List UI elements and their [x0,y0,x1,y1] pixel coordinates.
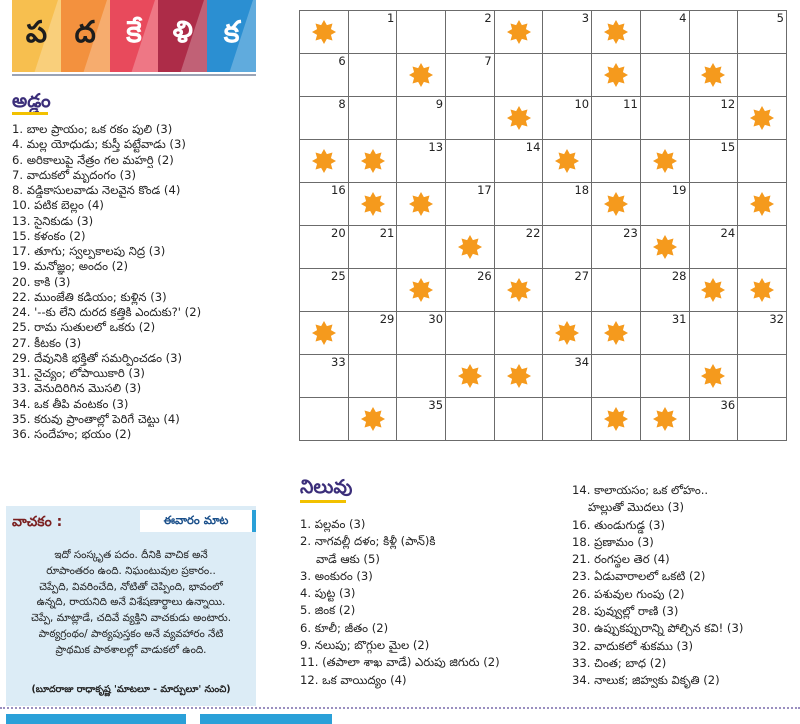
grid-cell[interactable] [738,140,787,183]
cell-number: 18 [574,183,590,197]
blocked-cell [494,355,543,398]
grid-cell[interactable] [348,269,397,312]
grid-cell[interactable] [300,97,349,140]
clue-item: 5. జింక (2) [300,603,356,618]
clue-item: 25. రామ సుతులలో ఒకరు (2) [12,320,156,335]
grid-cell[interactable] [689,312,738,355]
star-icon [409,63,433,87]
cell-number: 21 [379,226,395,240]
grid-cell[interactable] [738,312,787,355]
clue-item: 27. కీటకం (3) [12,335,82,350]
grid-cell[interactable] [446,312,495,355]
clue-item: 20. కాకి (3) [12,274,71,289]
cell-number: 30 [428,312,444,326]
clue-item: 24. '--కు లేని దురద కత్తికి ఎందుకు?' (2) [12,305,202,319]
blocked-cell [738,269,787,312]
star-icon [701,63,725,87]
star-icon [458,235,482,259]
grid-cell[interactable] [300,54,349,97]
cell-number: 29 [379,312,395,326]
grid-cell[interactable] [348,97,397,140]
star-icon [312,321,336,345]
cell-number: 17 [477,183,492,197]
blocked-cell [738,97,787,140]
grid-cell[interactable] [640,312,689,355]
grid-cell[interactable] [738,54,787,97]
star-icon [653,149,677,173]
grid-cell[interactable] [543,226,592,269]
clue-item: 19. మనోజ్ఞం; అందం (2) [12,259,129,274]
blocked-cell [494,97,543,140]
grid-cell[interactable] [640,11,689,54]
grid-cell[interactable] [738,226,787,269]
clue-item: హల్లుతో మొదలు (3) [588,500,685,515]
clue-item: 22. ముంజేతి కడియం; కుళ్లిన (3) [12,289,167,304]
clue-item: 30. ఉప్పుకప్పురాన్ని పోల్చిన కవి! (3) [572,621,744,636]
grid-cell[interactable] [348,226,397,269]
clue-item: 10. పటిక బెల్లం (4) [12,198,104,213]
grid-cell[interactable] [592,97,641,140]
down-heading-underline [300,500,346,503]
cell-number: 4 [679,11,687,25]
star-icon [750,106,774,130]
clue-item: 9. నలుపు; బొగ్గుల మైల (2) [300,638,430,653]
star-icon [604,321,628,345]
clue-item: 4. మల్ల యోధుడు; కుస్తీ పట్టేవాడు (3) [12,137,186,152]
grid-cell[interactable] [543,398,592,441]
blocked-cell [348,183,397,226]
bottom-divider [0,707,800,709]
cell-number: 22 [525,226,541,240]
grid-cell[interactable] [300,269,349,312]
clue-item: 6. కూలీ; జీతం (2) [300,620,389,635]
star-icon [361,192,385,216]
word-of-week-line: చెప్పేది, వివరించేది, నోటితో చెప్పింది, భావంలో [39,580,223,593]
clue-item: 2. నాగవల్లీ దళం; కిళ్లీ (పాన్)కి [300,534,436,549]
grid-cell[interactable] [689,398,738,441]
grid-row [300,355,787,398]
grid-cell[interactable] [446,97,495,140]
clue-item: 7. వాదుకలో మృదంగం (3) [12,167,137,182]
word-of-week-line: ప్రాథమిక పాఠశాలల్లో వాడుకలో ఉంది. [55,643,207,656]
down-clue-list-1 [300,516,568,689]
title-tile-letter: ప [25,15,48,50]
bottom-color-bar [6,714,186,724]
blocked-cell [397,54,446,97]
blocked-cell [494,269,543,312]
clue-item: 23. ఏడువారాలలో ఒకటి (2) [572,569,706,584]
cell-number: 15 [720,140,736,154]
clue-item: 26. పశువుల గుంపు (2) [572,586,685,601]
blocked-cell [592,54,641,97]
grid-row [300,226,787,269]
grid-cell[interactable] [494,312,543,355]
grid-cell[interactable] [543,97,592,140]
star-icon [555,149,579,173]
clue-item: 18. ప్రణామం (3) [572,534,654,549]
grid-cell[interactable] [689,11,738,54]
grid-cell[interactable] [348,54,397,97]
across-heading-underline [12,112,48,115]
clue-item: 31. నైచ్యం; లోపాయికారి (3) [12,366,145,380]
clue-item: వాడే ఆకు (5) [316,551,380,566]
title-divider [12,74,256,76]
grid-cell[interactable] [446,140,495,183]
blocked-cell [738,183,787,226]
word-of-week-line: పాఠ్యగ్రంథం/ పాఠ్యపుస్తకం అనే వ్యవహారం నేటి [38,627,224,640]
blocked-cell [300,312,349,355]
word-of-week-line: ఇదో సంస్కృత పదం. దీనికి వాచిక అనే [54,549,208,561]
clue-item: 1. బాల ప్రాయం; ఒక రకం పులి (3) [12,122,173,136]
cell-number: 10 [574,97,590,111]
grid-cell[interactable] [738,398,787,441]
grid-row [300,11,787,54]
grid-cell[interactable] [446,11,495,54]
grid-cell[interactable] [348,11,397,54]
down-clue-list-2 [572,482,797,690]
word-of-week-box [6,506,256,706]
grid-cell[interactable] [738,11,787,54]
grid-row [300,312,787,355]
clue-item: 34. నాలుక; జిహ్వకు వికృతి (2) [572,673,720,688]
grid-cell[interactable] [640,183,689,226]
star-icon [312,20,336,44]
across-clue-list [12,122,292,442]
blocked-cell [348,398,397,441]
clue-item: 1. పల్లవం (3) [300,517,366,531]
grid-cell[interactable] [543,54,592,97]
grid-cell[interactable] [446,54,495,97]
cell-number: 32 [769,312,784,326]
grid-row [300,269,787,312]
grid-cell[interactable] [592,355,641,398]
clue-item: 14. కాలాయసం; ఒక లోహం.. [572,483,709,497]
star-icon [507,20,531,44]
grid-cell[interactable] [494,398,543,441]
grid-row [300,398,787,441]
cell-number: 11 [623,97,638,111]
blocked-cell [300,140,349,183]
star-icon [361,407,385,431]
grid-row [300,54,787,97]
cell-number: 12 [720,97,736,111]
cell-number: 6 [338,54,346,68]
title-tile [12,0,61,72]
blocked-cell [689,269,738,312]
clue-item: 8. వడ్డికాసులవాడు నెలవైన కొండ (4) [12,183,181,197]
cell-number: 20 [331,226,346,240]
grid-cell[interactable] [300,183,349,226]
clue-item: 15. కళంకం (2) [12,228,86,243]
cell-number: 33 [331,355,346,369]
cell-number: 7 [484,54,492,68]
title-tile-letter: క [223,15,240,50]
grid-cell[interactable] [689,183,738,226]
clue-item: 21. రంగస్థల తెర (4) [572,552,670,567]
star-icon [604,20,628,44]
blocked-cell [640,226,689,269]
puzzle-title [12,0,256,72]
grid-cell[interactable] [738,355,787,398]
star-icon [604,63,628,87]
grid-cell[interactable] [640,54,689,97]
grid-cell[interactable] [592,140,641,183]
blocked-cell [592,11,641,54]
title-tile [61,0,110,72]
grid-cell[interactable] [494,226,543,269]
clue-item: 29. దేవునికి భక్తితో సమర్పించడం (3) [12,350,183,365]
word-of-week-title: వాచకం : [12,514,63,530]
star-icon [604,192,628,216]
cell-number: 5 [776,11,784,25]
word-of-week-line: రూపాంతరం ఉంది. నిఘంటువుల ప్రకారం.. [46,564,216,577]
grid-cell[interactable] [348,312,397,355]
clue-item: 35. కరువు ప్రాంతాల్లో పెరిగే చెట్టు (4) [12,411,180,426]
grid-cell[interactable] [397,226,446,269]
cell-number: 19 [671,183,687,197]
star-icon [312,149,336,173]
clue-item: 12. ఒక వాయిద్యం (4) [300,672,407,687]
title-tile-letter: ద [74,15,96,50]
grid-cell[interactable] [543,11,592,54]
across-heading: అడ్డం [12,90,51,112]
grid-cell[interactable] [543,355,592,398]
blocked-cell [397,269,446,312]
clue-item: 33. చింత; బాధ (2) [572,655,667,670]
blocked-cell [689,355,738,398]
grid-row [300,140,787,183]
grid-cell[interactable] [397,312,446,355]
clue-item: 28. పువ్వుల్లో రాణి (3) [572,604,679,619]
grid-cell[interactable] [300,398,349,441]
blocked-cell [397,183,446,226]
cell-number: 23 [623,226,638,240]
blocked-cell [592,183,641,226]
star-icon [409,278,433,302]
star-icon [555,321,579,345]
cell-number: 13 [428,140,444,154]
blocked-cell [592,312,641,355]
blocked-cell [592,398,641,441]
star-icon [604,407,628,431]
bottom-color-bar-2 [200,714,332,724]
grid-cell[interactable] [494,140,543,183]
cell-number: 27 [574,269,590,283]
grid-cell[interactable] [543,269,592,312]
clue-item: 34. ఒక తీపి వంటకం (3) [12,396,129,411]
blocked-cell [543,140,592,183]
cell-number: 35 [428,398,444,412]
cell-number: 8 [338,97,346,111]
blocked-cell [446,226,495,269]
blocked-cell [348,140,397,183]
cell-number: 28 [671,269,687,283]
star-icon [701,364,725,388]
title-tile-letter: కే [126,15,142,50]
clue-item: 13. సైనికుడు (3) [12,213,94,228]
cell-number: 25 [331,269,346,283]
cell-number: 31 [671,312,687,326]
bottom-strip [0,712,800,724]
word-of-week-line: చెప్పే, మాట్లాడే, చదివే వ్యక్తిని వాచకుడు అంటారు. [31,612,231,625]
cell-number: 9 [435,97,444,111]
clue-item: 17. తూగు; స్వల్పకాలపు నిద్ర (3) [12,244,166,258]
grid-cell[interactable] [543,183,592,226]
grid-cell[interactable] [689,97,738,140]
blocked-cell [640,398,689,441]
blocked-cell [689,54,738,97]
grid-row [300,97,787,140]
grid-cell[interactable] [592,226,641,269]
cell-number: 16 [331,183,346,197]
clue-item: 16. తుండుగుడ్డ (3) [572,517,666,532]
grid-cell[interactable] [689,140,738,183]
star-icon [507,106,531,130]
title-tile [158,0,207,72]
grid-cell[interactable] [689,226,738,269]
word-of-week-tag: ఈవారం మాట [140,510,256,532]
clue-item: 11. (తపాలా శాఖ వాడే) ఎరుపు జిగురు (2) [300,655,500,670]
clue-item: 32. వాదుకలో శుకము (3) [572,638,693,653]
grid-cell[interactable] [348,355,397,398]
star-icon [409,192,433,216]
blocked-cell [300,11,349,54]
title-tile [207,0,256,72]
crossword-grid [299,10,787,441]
clue-item: 4. పుట్ట (3) [300,586,356,601]
word-of-week-source: (బూదరాజు రాధాకృష్ణ 'మాటలూ - మార్పులూ' నుంచి) [31,684,231,695]
star-icon [750,278,774,302]
star-icon [507,278,531,302]
cell-number: 34 [574,355,590,369]
grid-cell[interactable] [446,183,495,226]
grid-cell[interactable] [300,226,349,269]
word-of-week-line: ఉన్నది, రాయనిది అనే విశేషణార్థాలు ఉన్నాయి. [36,596,226,609]
star-icon [458,364,482,388]
grid-cell[interactable] [397,140,446,183]
grid-cell[interactable] [397,398,446,441]
cell-number: 36 [720,398,736,412]
star-icon [361,149,385,173]
grid-cell[interactable] [592,269,641,312]
grid-cell[interactable] [494,54,543,97]
blocked-cell [640,140,689,183]
title-tile-letter: ళి [172,15,193,50]
blocked-cell [543,312,592,355]
grid-cell[interactable] [640,355,689,398]
word-of-week-body [12,548,250,659]
star-icon [653,235,677,259]
blocked-cell [494,11,543,54]
clue-item: 36. సందేహం; భయం (2) [12,427,132,441]
grid-cell[interactable] [494,183,543,226]
clue-item: 3. అంకురం (3) [300,568,373,583]
star-icon [750,192,774,216]
clue-item: 6. అరికాలుపై నేత్రం గల మహర్షి (2) [12,152,174,167]
grid-row [300,183,787,226]
cell-number: 14 [525,140,541,154]
grid-cell[interactable] [300,355,349,398]
grid-cell[interactable] [397,355,446,398]
cell-number: 1 [387,11,395,25]
star-icon [701,278,725,302]
grid-cell[interactable] [397,11,446,54]
grid-cell[interactable] [640,97,689,140]
grid-cell[interactable] [446,269,495,312]
cell-number: 26 [477,269,492,283]
cell-number: 3 [581,11,590,25]
star-icon [653,407,677,431]
grid-cell[interactable] [640,269,689,312]
cell-number: 24 [720,226,736,240]
grid-cell[interactable] [397,97,446,140]
star-icon [507,364,531,388]
cell-number: 2 [484,11,492,25]
clue-item: 33. వెనుదిరిగిన మొసలి (3) [12,381,142,396]
grid-cell[interactable] [446,398,495,441]
title-tile [110,0,159,72]
down-heading: నిలువు [300,476,353,498]
blocked-cell [446,355,495,398]
